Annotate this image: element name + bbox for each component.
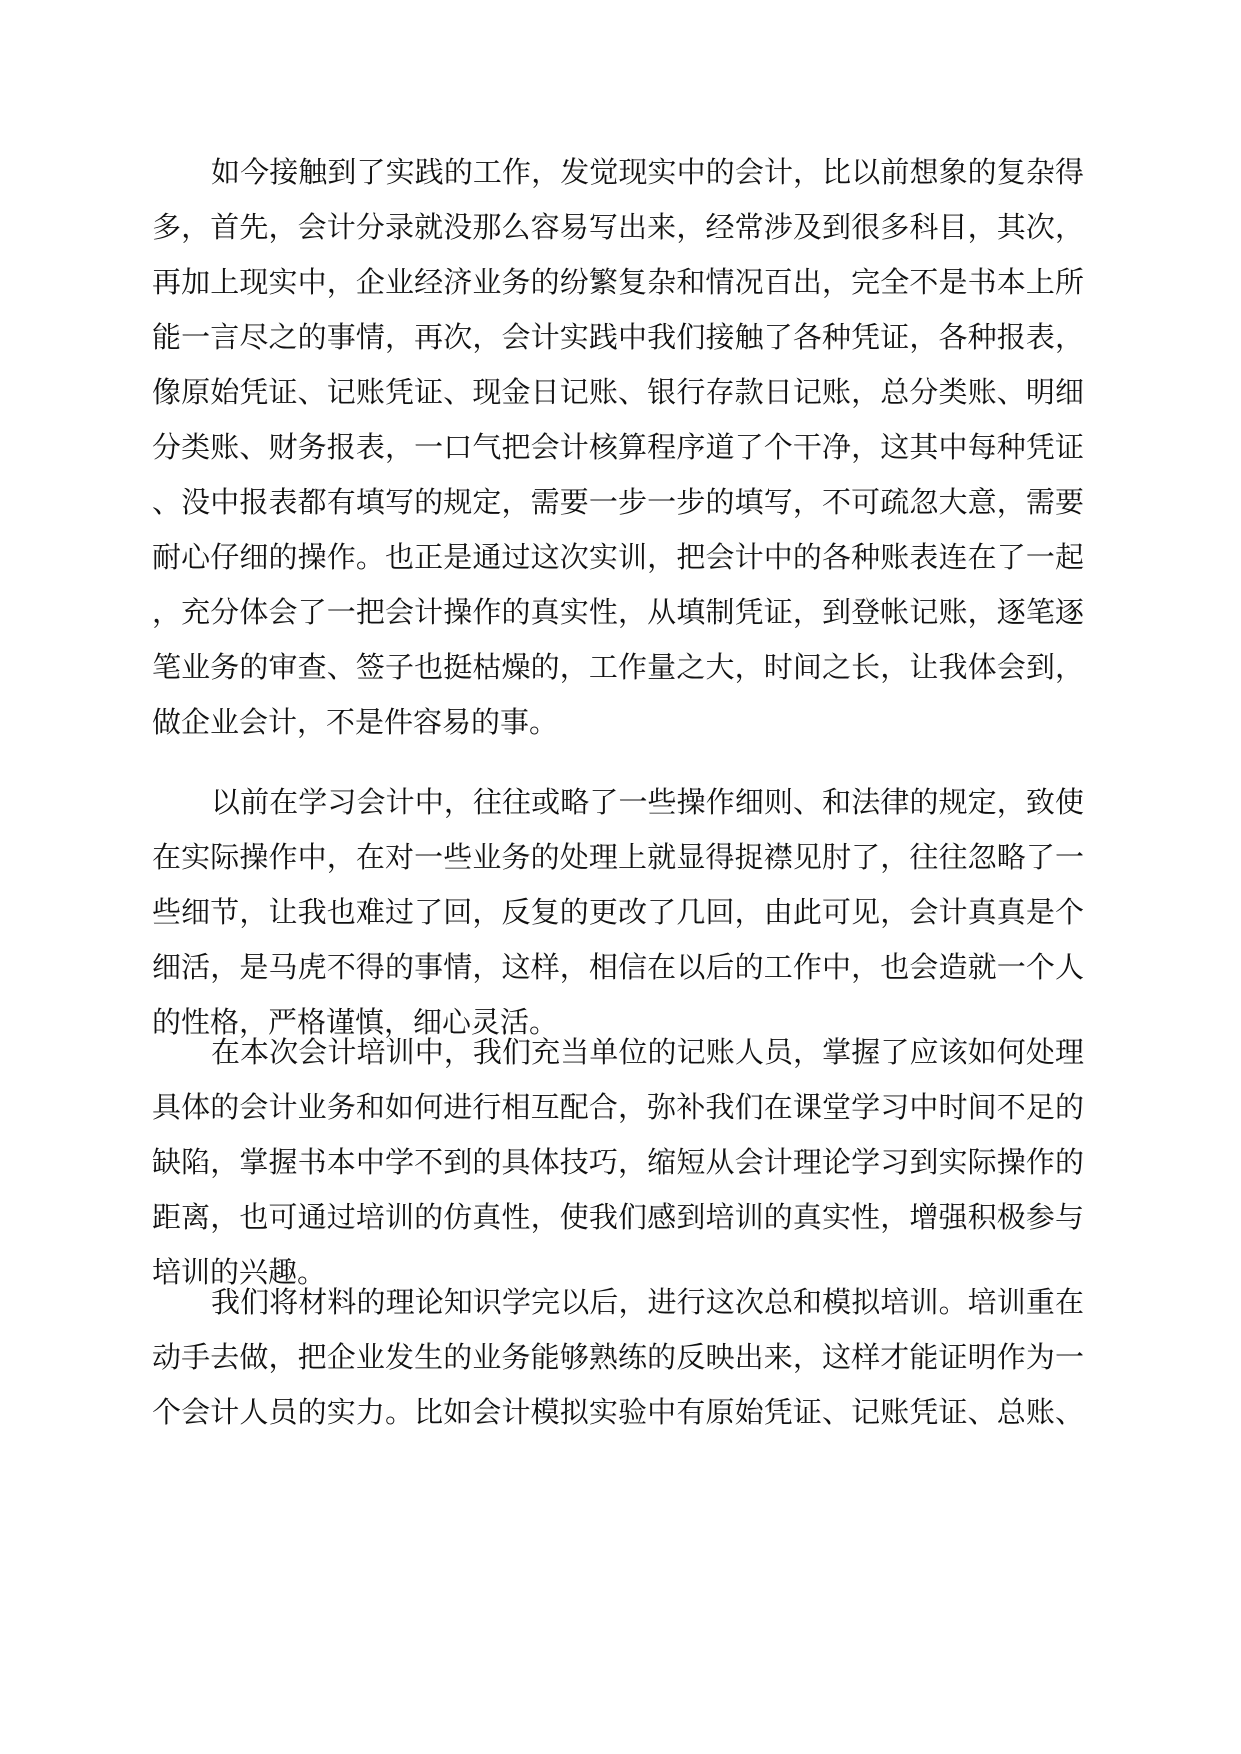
text-line: 的性格，严格谨慎，细心灵活。 [152, 1005, 559, 1039]
text-line: 像原始凭证、记账凭证、现金日记账、银行存款日记账，总分类账、明细 [152, 375, 1084, 409]
paragraph-1 [152, 145, 1084, 750]
paragraph-3 [152, 1025, 1084, 1300]
text-line: 做企业会计，不是件容易的事。 [152, 705, 559, 739]
text-line: 、没中报表都有填写的规定，需要一步一步的填写，不可疏忽大意，需要 [152, 485, 1084, 519]
text-line: 如今接触到了实践的工作，发觉现实中的会计，比以前想象的复杂得 [211, 155, 1084, 189]
text-line: 多，首先，会计分录就没那么容易写出来，经常涉及到很多科目，其次， [152, 210, 1084, 244]
text-line: 笔业务的审查、签子也挺枯燥的，工作量之大，时间之长，让我体会到， [152, 650, 1084, 684]
text-line: 培训的兴趣。 [152, 1255, 327, 1289]
text-line: 些细节，让我也难过了回，反复的更改了几回，由此可见，会计真真是个 [152, 895, 1084, 929]
text-line: 在实际操作中，在对一些业务的处理上就显得捉襟见肘了，往往忽略了一 [152, 840, 1084, 874]
text-line: 耐心仔细的操作。也正是通过这次实训，把会计中的各种账表连在了一起 [152, 540, 1084, 574]
text-line: ，充分体会了一把会计操作的真实性，从填制凭证，到登帐记账，逐笔逐 [152, 595, 1084, 629]
text-line: 细活，是马虎不得的事情，这样，相信在以后的工作中，也会造就一个人 [152, 950, 1084, 984]
text-line: 以前在学习会计中，往往或略了一些操作细则、和法律的规定，致使 [211, 785, 1084, 819]
paragraph-4 [152, 1275, 1084, 1440]
text-line: 能一言尽之的事情，再次，会计实践中我们接触了各种凭证，各种报表， [152, 320, 1084, 354]
text-line: 再加上现实中，企业经济业务的纷繁复杂和情况百出，完全不是书本上所 [152, 265, 1084, 299]
text-line: 在本次会计培训中，我们充当单位的记账人员，掌握了应该如何处理 [211, 1035, 1084, 1069]
text-line: 个会计人员的实力。比如会计模拟实验中有原始凭证、记账凭证、总账、 [152, 1395, 1084, 1429]
text-line: 距离，也可通过培训的仿真性，使我们感到培训的真实性，增强积极参与 [152, 1200, 1084, 1234]
text-line: 我们将材料的理论知识学完以后，进行这次总和模拟培训。培训重在 [211, 1285, 1084, 1319]
text-line: 具体的会计业务和如何进行相互配合，弥补我们在课堂学习中时间不足的 [152, 1090, 1084, 1124]
paragraph-2 [152, 775, 1084, 1050]
text-line: 动手去做，把企业发生的业务能够熟练的反映出来，这样才能证明作为一 [152, 1340, 1084, 1374]
text-line: 分类账、财务报表，一口气把会计核算程序道了个干净，这其中每种凭证 [152, 430, 1084, 464]
text-line: 缺陷，掌握书本中学不到的具体技巧，缩短从会计理论学习到实际操作的 [152, 1145, 1084, 1179]
